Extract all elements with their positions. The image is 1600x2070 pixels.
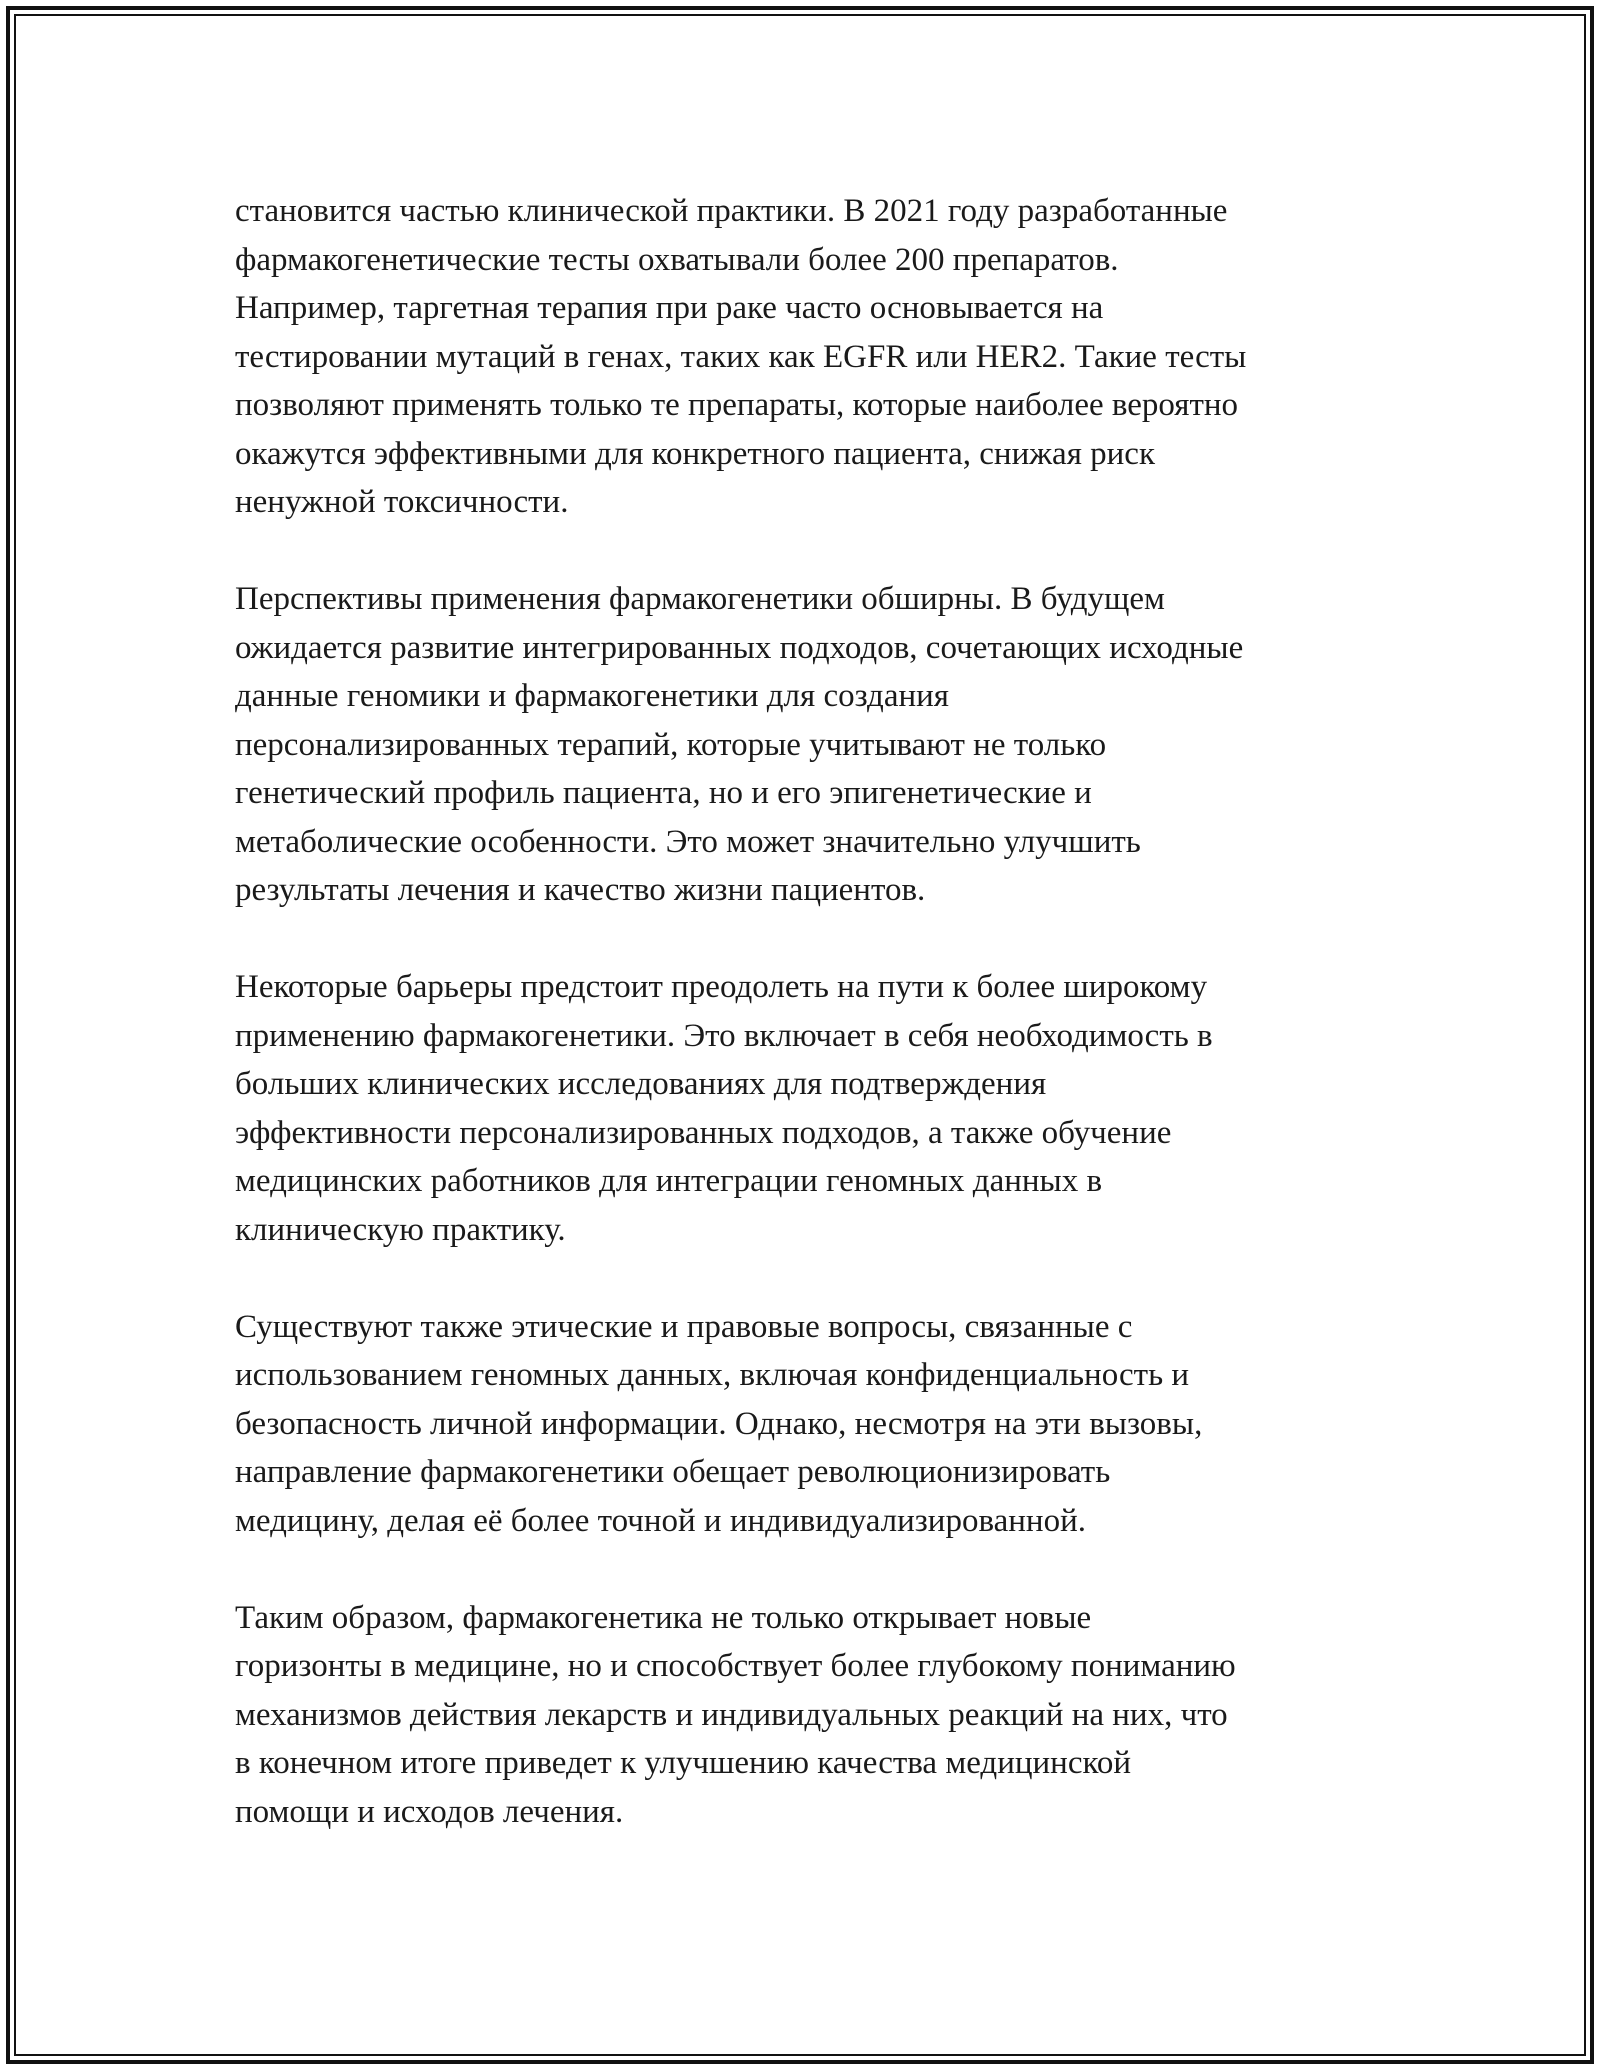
document-body	[235, 187, 1415, 1836]
text-line: метаболические особенности. Это может значительно улучшить	[235, 823, 1141, 860]
paragraph-2	[235, 575, 1415, 915]
paragraph-4	[235, 1303, 1415, 1546]
paragraph-5	[235, 1594, 1415, 1837]
text-line: механизмов действия лекарств и индивидуальных реакций на них, что	[235, 1696, 1228, 1733]
text-line: генетический профиль пациента, но и его эпигенетические и	[235, 775, 1092, 811]
text-line: окажутся эффективными для конкретного пациента, снижая риск	[235, 435, 1155, 472]
text-line: помощи и исходов лечения.	[235, 1793, 624, 1830]
text-line: фармакогенетические тесты охватывали более 200 препаратов.	[235, 241, 1119, 278]
text-line: ожидается развитие интегрированных подходов, сочетающих исходные	[235, 629, 1244, 666]
text-line: медицинских работников для интеграции геномных данных в	[235, 1163, 1103, 1199]
text-line: применению фармакогенетики. Это включает в себя необходимость в	[235, 1017, 1213, 1054]
text-line: в конечном итоге приведет к улучшению качества медицинской	[235, 1745, 1132, 1781]
paragraph-1	[235, 187, 1415, 527]
text-line: безопасность личной информации. Однако, несмотря на эти вызовы,	[235, 1405, 1203, 1442]
text-line: Некоторые барьеры предстоит преодолеть на пути к более широкому	[235, 969, 1208, 1005]
text-line: эффективности персонализированных подходов, а также обучение	[235, 1114, 1172, 1151]
text-line: использованием геномных данных, включая конфиденциальность и	[235, 1357, 1190, 1393]
text-line: больших клинических исследованиях для подтверждения	[235, 1066, 1047, 1102]
text-line: Перспективы применения фармакогенетики обширны. В будущем	[235, 581, 1165, 617]
text-line: клиническую практику.	[235, 1211, 566, 1248]
text-line: ненужной токсичности.	[235, 484, 569, 520]
text-line: данные геномики и фармакогенетики для создания	[235, 678, 949, 714]
text-line: горизонты в медицине, но и способствует более глубокому пониманию	[235, 1648, 1236, 1684]
text-line: результаты лечения и качество жизни пациентов.	[235, 872, 926, 908]
text-line: становится частью клинической практики. В 2021 году разработанные	[235, 193, 1228, 229]
text-line: позволяют применять только те препараты, которые наиболее вероятно	[235, 387, 1239, 423]
paragraph-3	[235, 963, 1415, 1254]
text-line: тестировании мутаций в генах, таких как EGFR или HER2. Такие тесты	[235, 338, 1247, 375]
text-line: Существуют также этические и правовые вопросы, связанные с	[235, 1308, 1133, 1345]
text-line: направление фармакогенетики обещает революционизировать	[235, 1454, 1111, 1490]
text-line: Таким образом, фармакогенетика не только открывает новые	[235, 1599, 1092, 1636]
text-line: персонализированных терапий, которые учитывают не только	[235, 726, 1107, 763]
text-line: медицину, делая её более точной и индивидуализированной.	[235, 1502, 1086, 1539]
text-line: Например, таргетная терапия при раке часто основывается на	[235, 290, 1104, 326]
